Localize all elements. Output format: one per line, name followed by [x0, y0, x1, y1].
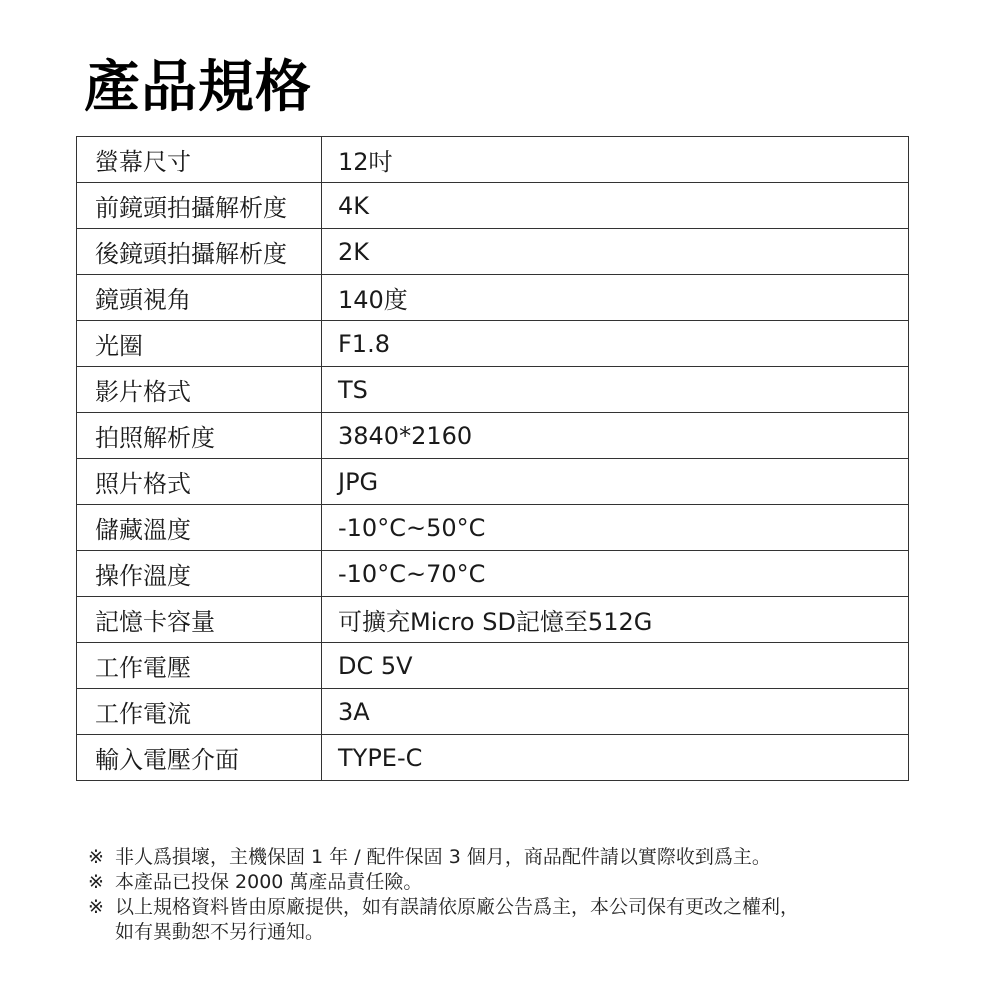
spec-label: 照片格式 [77, 459, 322, 505]
spec-label: 後鏡頭拍攝解析度 [77, 229, 322, 275]
table-row [77, 459, 909, 505]
spec-label: 光圈 [77, 321, 322, 367]
spec-label: 工作電壓 [77, 643, 322, 689]
footnote-text: 非人爲損壞，主機保固 1 年 / 配件保固 3 個月，商品配件請以實際收到爲主。 [115, 846, 771, 868]
table-row [77, 367, 909, 413]
spec-value: DC 5V [322, 643, 909, 689]
table-row [77, 643, 909, 689]
table-row [77, 551, 909, 597]
spec-label: 工作電流 [77, 689, 322, 735]
spec-value: -10°C~70°C [322, 551, 909, 597]
table-row [77, 597, 909, 643]
spec-value: F1.8 [322, 321, 909, 367]
spec-label: 影片格式 [77, 367, 322, 413]
footnote [88, 870, 928, 895]
spec-value: 140度 [322, 275, 909, 321]
spec-value: -10°C~50°C [322, 505, 909, 551]
footnote-text: 本產品已投保 2000 萬產品責任險。 [115, 871, 423, 893]
table-row [77, 689, 909, 735]
table-row [77, 229, 909, 275]
spec-label: 操作溫度 [77, 551, 322, 597]
footnote [88, 895, 928, 945]
footnote-text-continued: 如有異動恕不另行通知。 [115, 921, 325, 943]
spec-label: 記憶卡容量 [77, 597, 322, 643]
spec-label: 拍照解析度 [77, 413, 322, 459]
table-row [77, 183, 909, 229]
spec-value: 4K [322, 183, 909, 229]
spec-label: 鏡頭視角 [77, 275, 322, 321]
spec-label: 輸入電壓介面 [77, 735, 322, 781]
table-row [77, 275, 909, 321]
table-row [77, 505, 909, 551]
spec-label: 儲藏溫度 [77, 505, 322, 551]
spec-value: 可擴充Micro SD記憶至512G [322, 597, 909, 643]
spec-label: 螢幕尺寸 [77, 137, 322, 183]
table-row [77, 137, 909, 183]
table-row [77, 413, 909, 459]
reference-mark-icon: ※ [88, 871, 104, 893]
footnotes [88, 845, 928, 945]
spec-value: TS [322, 367, 909, 413]
spec-table [76, 136, 909, 781]
spec-value: TYPE-C [322, 735, 909, 781]
table-row [77, 321, 909, 367]
spec-value: JPG [322, 459, 909, 505]
reference-mark-icon: ※ [88, 846, 104, 868]
spec-value: 3A [322, 689, 909, 735]
spec-value: 3840*2160 [322, 413, 909, 459]
reference-mark-icon: ※ [88, 896, 104, 918]
page-title: 產品規格 [84, 55, 312, 120]
spec-value: 2K [322, 229, 909, 275]
spec-label: 前鏡頭拍攝解析度 [77, 183, 322, 229]
spec-value: 12吋 [322, 137, 909, 183]
table-row [77, 735, 909, 781]
footnote [88, 845, 928, 870]
footnote-text: 以上規格資料皆由原廠提供，如有誤請依原廠公告爲主，本公司保有更改之權利， [115, 896, 800, 918]
